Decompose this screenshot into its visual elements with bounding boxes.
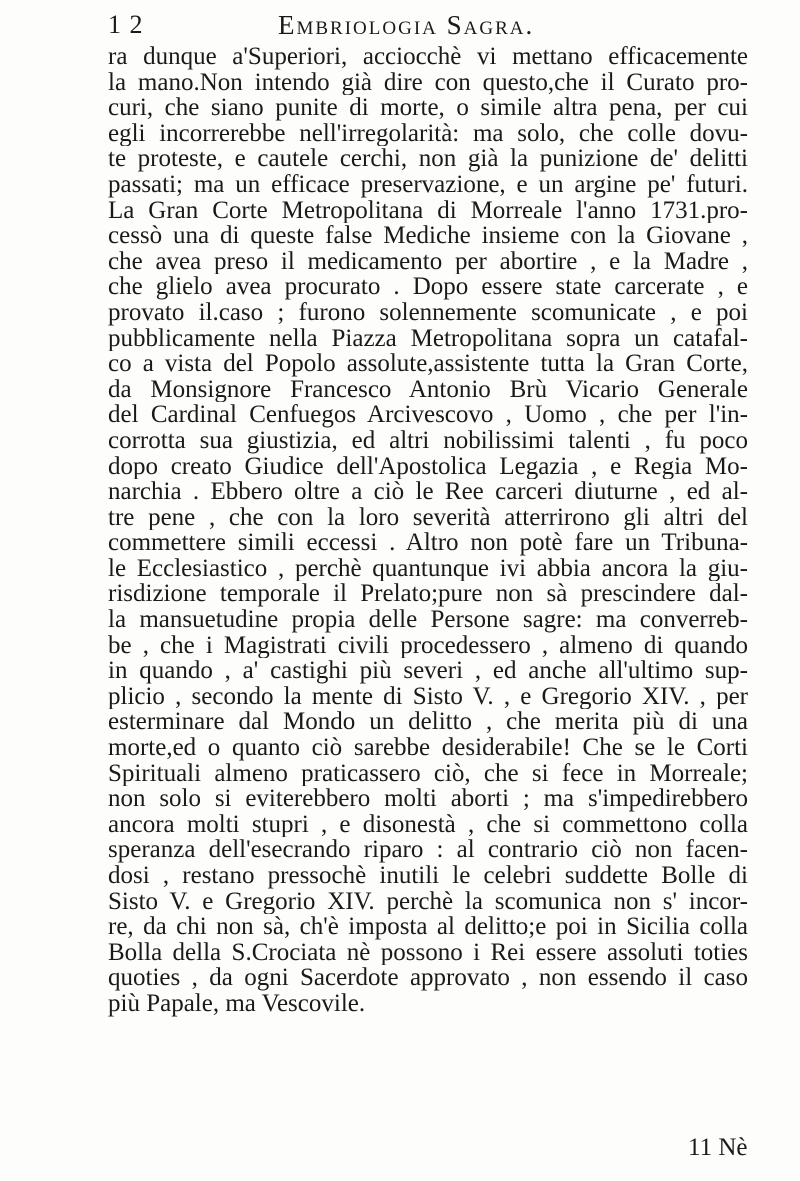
text-line: da Monsignore Francesco Antonio Brù Vicario Generale: [108, 376, 748, 403]
text-line: morte,ed o quanto ciò sarebbe desiderabile! Che se le Corti: [108, 735, 748, 761]
text-line: ancora molti stupri , e disonestà , che si commettono colla: [108, 811, 748, 838]
text-line: narchia . Ebbero oltre a ciò le Ree carceri diuturne , ed al-: [108, 479, 748, 505]
text-line: provato il.caso ; furono solennemente scomunicate , e poi: [108, 299, 748, 326]
page-number: 1 2: [108, 10, 144, 39]
text-line: in quando , a' castighi più severi , ed anche all'ultimo sup-: [108, 658, 748, 684]
catchword: 11 Nè: [688, 1134, 748, 1161]
text-line: passati; ma un efficace preservazione, e un argine pe' futuri.: [108, 171, 748, 198]
text-line: egli incorrerebbe nell'irregolarità: ma solo, che colle dovu-: [108, 120, 748, 147]
text-line: cessò una di queste false Mediche insieme con la Giovane ,: [108, 223, 748, 249]
text-line: te proteste, e cautele cerchi, non già la punizione de' delitti: [108, 146, 748, 172]
page-header: [108, 6, 708, 46]
text-line: risdizione temporale il Prelato;pure non sà prescindere dal-: [108, 581, 748, 608]
text-line: pubblicamente nella Piazza Metropolitana sopra un catafal-: [108, 325, 748, 352]
text-line: corrotta sua giustizia, ed altri nobilissimi talenti , fu poco: [108, 427, 748, 454]
text-line: non solo si eviterebbero molti aborti ; ma s'impedirebbero: [108, 786, 748, 812]
text-line: Spirituali almeno praticassero ciò, che si fece in Morreale;: [108, 760, 748, 787]
text-line: dosi , restano pressochè inutili le celebri suddette Bolle di: [108, 863, 748, 889]
text-line: quoties , da ogni Sacerdote approvato , non essendo il caso: [108, 965, 748, 991]
text-line: be , che i Magistrati civili procedessero , almeno di quando: [108, 632, 748, 659]
text-line: del Cardinal Cenfuegos Arcivescovo , Uomo , che per l'in-: [108, 402, 748, 428]
text-line: Bolla della S.Crociata nè possono i Rei essere assoluti toties: [108, 939, 748, 966]
text-line: che glielo avea procurato . Dopo essere state carcerate , e: [108, 274, 748, 300]
text-line: curi, che siano punite di morte, o simile altra pena, per cui: [108, 95, 748, 121]
text-line: La Gran Corte Metropolitana di Morreale l'anno 1731.pro-: [108, 197, 748, 224]
text-line: re, da chi non sà, ch'è imposta al delitto;e poi in Sicilia colla: [108, 914, 748, 940]
text-line: speranza dell'esecrando riparo : al contrario ciò non facen-: [108, 837, 748, 863]
text-line: più Papale, ma Vescovile.: [108, 990, 366, 1017]
running-title: Embriologia Sagra.: [278, 10, 535, 40]
text-line: che avea preso il medicamento per abortire , e la Madre ,: [108, 248, 748, 275]
text-line: Sisto V. e Gregorio XIV. perchè la scomunica non s' incor-: [108, 888, 748, 915]
text-line: ra dunque a'Superiori, acciocchè vi mettano efficacemente: [108, 44, 748, 70]
text-line: commettere simili eccessi . Altro non potè fare un Tribuna-: [108, 530, 748, 556]
text-line: la mano.Non intendo già dire con questo,che il Curato pro-: [108, 69, 748, 96]
text-line: co a vista del Popolo assolute,assistente tutta la Gran Corte,: [108, 351, 748, 377]
text-line: esterminare dal Mondo un delitto , che merita più di una: [108, 709, 748, 736]
body-text: [108, 44, 748, 1017]
text-line: plicio , secondo la mente di Sisto V. , e Gregorio XIV. , per: [108, 683, 748, 710]
text-line: le Ecclesiastico , perchè quantunque ivi abbia ancora la giu-: [108, 555, 748, 582]
text-line: dopo creato Giudice dell'Apostolica Legazia , e Regia Mo-: [108, 453, 748, 480]
text-line: la mansuetudine propia delle Persone sagre: ma converreb-: [108, 607, 748, 633]
text-line: tre pene , che con la loro severità atterrirono gli altri del: [108, 504, 748, 531]
